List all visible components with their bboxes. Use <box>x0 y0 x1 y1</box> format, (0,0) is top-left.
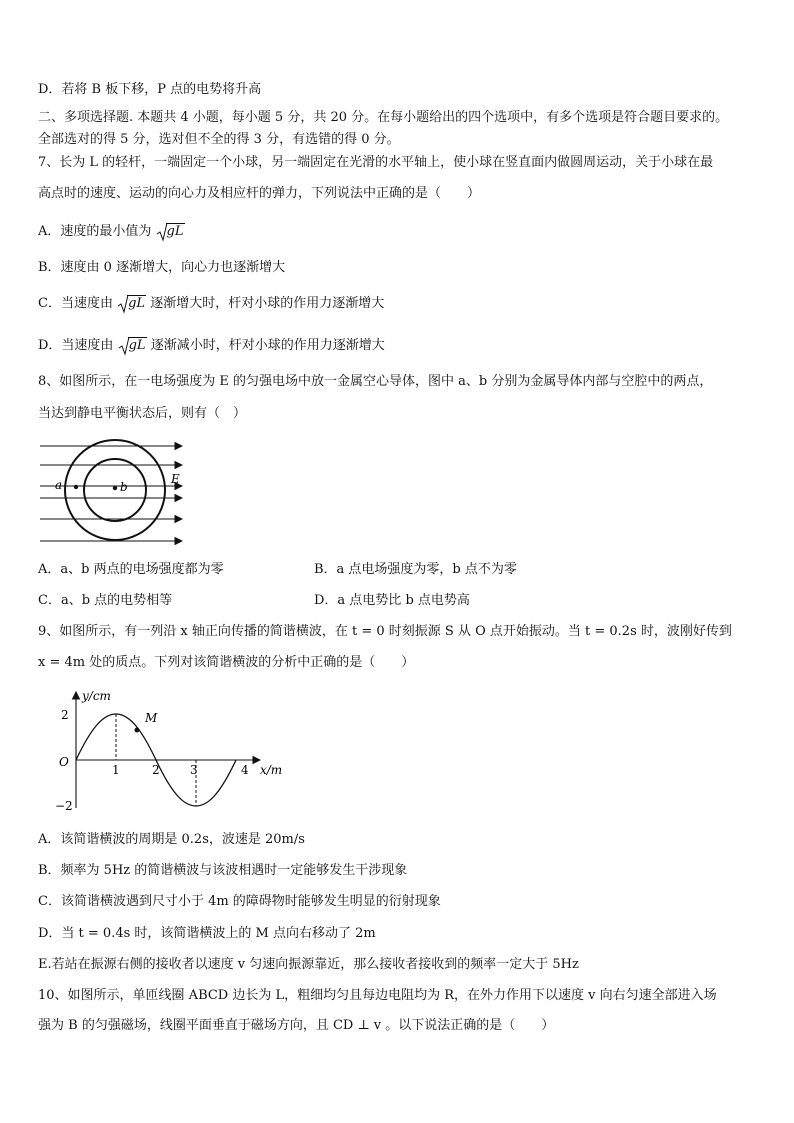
sqrt-sign-icon <box>118 336 130 356</box>
q8-option-b: B．a 点电场强度为零，b 点不为零 <box>314 562 517 577</box>
x-tick-3: 3 <box>190 763 198 777</box>
section-heading-line2: 全部选对的得 5 分，选对但不全的得 3 分，有选错的得 0 分。 <box>38 132 400 147</box>
sqrt-sign-icon <box>156 222 168 242</box>
q10-stem-line2: 强为 B 的匀强磁场，线圈平面垂直于磁场方向，且 CD ⊥ v 。以下说法正确的是（ ） <box>38 1018 555 1033</box>
sqrt-expression <box>156 222 185 242</box>
q8-stem-line2: 当达到静电平衡状态后，则有（ ） <box>38 406 247 421</box>
point-b-dot <box>113 486 117 490</box>
label-E: E <box>171 472 180 486</box>
q7-stem-line1: 7、长为 L 的轻杆，一端固定一个小球，另一端固定在光滑的水平轴上，使小球在竖直面内做圆周运动，关于小球在最 <box>38 155 714 170</box>
q9-option-d: D．当 t = 0.4s 时，该简谐横波上的 M 点向右移动了 2m <box>38 926 376 941</box>
q9-wave-graph <box>52 686 292 812</box>
q9-option-b: B．频率为 5Hz 的简谐横波与该波相遇时一定能够发生干涉现象 <box>38 863 408 878</box>
x-tick-1: 1 <box>112 763 120 777</box>
q8-option-a: A．a、b 两点的电场强度都为零 <box>38 562 224 577</box>
q7-option-b: B．速度由 0 逐渐增大，向心力也逐渐增大 <box>38 260 286 275</box>
q7-stem-line2: 高点时的速度、运动的向心力及相应杆的弹力，下列说法中正确的是（ ） <box>38 186 481 201</box>
x-tick-4: 4 <box>241 763 249 777</box>
q9-stem-line2: x = 4m 处的质点。下列对该简谐横波的分析中正确的是（ ） <box>38 655 415 670</box>
q8-option-d: D．a 点电势比 b 点电势高 <box>314 593 470 608</box>
y-tick-neg2: −2 <box>55 799 73 812</box>
q9-option-e: E.若站在振源右侧的接收者以速度 v 匀速向振源靠近，那么接收者接收到的频率一定大于 5Hz <box>38 957 579 972</box>
sqrt-expression <box>118 336 147 356</box>
point-a-dot <box>74 485 78 489</box>
point-M-label: M <box>145 711 158 725</box>
label-b: b <box>120 480 128 494</box>
y-axis-label: y/cm <box>82 689 111 703</box>
sqrt-content: gL <box>166 224 184 239</box>
sqrt-expression <box>117 294 146 314</box>
q9-option-a: A．该简谐横波的周期是 0.2s，波速是 20m/s <box>38 832 305 847</box>
q7-option-d-post: 逐渐减小时，杆对小球的作用力逐渐增大 <box>150 338 385 353</box>
q7-option-d <box>38 336 764 356</box>
q9-option-c: C．该简谐横波遇到尺寸小于 4m 的障碍物时能够发生明显的衍射现象 <box>38 894 441 909</box>
q8-stem-line1: 8、如图所示，在一电场强度为 E 的匀强电场中放一金属空心导体，图中 a、b 分别为金属导体内部与空腔中的两点， <box>38 374 713 389</box>
label-a: a <box>55 478 63 492</box>
q7-option-c <box>38 294 764 314</box>
sqrt-content: gL <box>128 296 146 311</box>
q7-option-c-pre: C．当速度由 <box>38 296 113 311</box>
section-heading-line1: 二、多项选择题. 本题共 4 小题，每小题 5 分，共 20 分。在每小题给出的四个选项中，有多个选项是符合题目要求的。 <box>38 110 729 125</box>
q10-stem-line1: 10、如图所示，单匝线圈 ABCD 边长为 L，粗细均匀且每边电阻均为 R，在外力作用下以速度 v 向右匀速全部进入场 <box>38 988 717 1003</box>
sqrt-sign-icon <box>117 294 129 314</box>
point-M-dot <box>135 728 140 733</box>
sqrt-content: gL <box>128 338 146 353</box>
x-tick-2: 2 <box>152 763 160 777</box>
q7-option-d-pre: D．当速度由 <box>38 338 114 353</box>
q8-option-c: C．a、b 点的电势相等 <box>38 593 173 608</box>
prev-question-option-d: D．若将 B 板下移，P 点的电势将升高 <box>38 82 262 97</box>
y-tick-2: 2 <box>61 708 69 722</box>
q9-stem-line1: 9、如图所示，有一列沿 x 轴正向传播的简谐横波，在 t = 0 时刻振源 S 从 O 点开始振动。当 t = 0.2s 时，波刚好传到 <box>38 624 732 639</box>
q8-conductor-figure <box>36 436 196 552</box>
x-axis-label: x/m <box>260 763 283 777</box>
q7-option-c-post: 逐渐增大时，杆对小球的作用力逐渐增大 <box>150 296 385 311</box>
q7-option-a-text: A．速度的最小值为 <box>38 224 152 239</box>
origin-label: O <box>59 755 69 769</box>
q7-option-a <box>38 222 764 242</box>
